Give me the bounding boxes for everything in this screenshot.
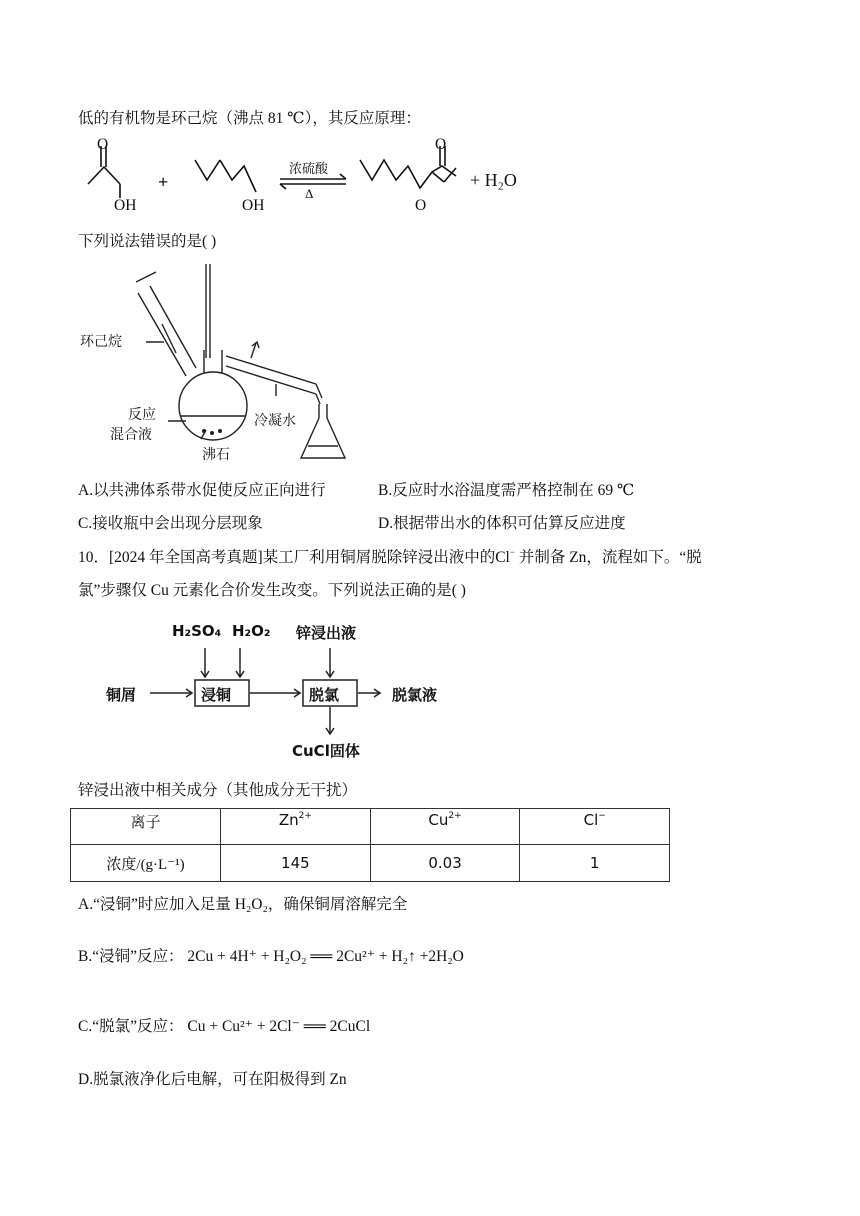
q10-stem-line1: 10．[2024 年全国高考真题]某工厂利用铜屑脱除锌浸出液中的Cl− 并制备 Zn，流程如下。“脱: [78, 547, 702, 566]
q10-stem-line2: 氯”步骤仅 Cu 元素化合价发生改变。下列说法正确的是( ): [78, 582, 466, 599]
q10-option-c: C.“脱氯”反应： Cu + Cu²⁺ + 2Cl⁻ ══ 2CuCl: [78, 1018, 371, 1035]
q9-option-a: A.以共沸体系带水促使反应正向进行: [78, 482, 326, 499]
flow-dechlor-liquid: 脱氯液: [392, 686, 438, 704]
acid-oh: OH: [114, 197, 137, 214]
flow-leach-box: 浸铜: [201, 686, 232, 704]
table-header-cell: $Cu^{2+}$: [370, 809, 520, 845]
label-boiling-stone: 沸石: [202, 447, 230, 463]
flow-dechlor-box: 脱氯: [309, 686, 340, 704]
alcohol-oh: OH: [242, 197, 265, 214]
intro-line: 低的有机物是环己烷（沸点 81 ℃），其反应原理：: [78, 110, 421, 127]
table-header-row: [71, 809, 670, 845]
q9-stem: 下列说法错误的是( ): [78, 233, 217, 250]
plus-sign: +: [158, 172, 169, 192]
q10-option-b: B.“浸铜”反应： 2Cu + 4H⁺ + H₂O₂ ══ 2Cu²⁺ + H₂↑ +2H₂O: [78, 948, 464, 965]
flow-cucl: CuCl固体: [292, 742, 360, 760]
q9-option-c: C.接收瓶中会出现分层现象: [78, 515, 263, 532]
table-header-cell: Cl−: [520, 809, 670, 845]
flow-copper-scrap: 铜屑: [106, 686, 137, 704]
table-header-cell: 离子: [71, 809, 221, 845]
table-cell: 0.03: [370, 845, 520, 882]
table-cell: 145: [221, 845, 371, 882]
ester-carbonyl-o: O: [435, 136, 447, 153]
flow-h2o2: H₂O₂: [232, 622, 271, 640]
water-product: + H₂O: [470, 170, 517, 190]
q9-option-b: B.反应时水浴温度需严格控制在 69 ℃: [378, 482, 635, 499]
label-cyclohexane: 环己烷: [80, 334, 122, 350]
label-reaction-mix-1: 反应: [128, 407, 156, 423]
table-header-cell: $Zn^{2+}$: [221, 809, 371, 845]
ion-concentration-table: [70, 808, 670, 882]
label-reaction-mix-2: 混合液: [110, 427, 152, 443]
heat-label: Δ: [305, 186, 314, 201]
flow-h2so4: H₂SO₄: [172, 622, 222, 640]
ester-o: O: [415, 197, 427, 214]
table-cell: 1: [520, 845, 670, 882]
table-row: [71, 845, 670, 882]
q10-option-a: A.“浸铜”时应加入足量 H₂O₂，确保铜屑溶解完全: [78, 896, 408, 913]
catalyst-label: 浓硫酸: [289, 162, 329, 177]
flow-zinc-leach: 锌浸出液: [296, 624, 357, 642]
label-cooling-water: 冷凝水: [254, 413, 296, 429]
acid-carbonyl-o: O: [97, 136, 109, 153]
table-row-label: 浓度/(g·L⁻¹): [71, 845, 221, 882]
table-caption: 锌浸出液中相关成分（其他成分无干扰）: [78, 782, 358, 799]
q10-option-d: D.脱氯液净化后电解，可在阳极得到 Zn: [78, 1071, 347, 1088]
q9-option-d: D.根据带出水的体积可估算反应进度: [378, 515, 626, 532]
